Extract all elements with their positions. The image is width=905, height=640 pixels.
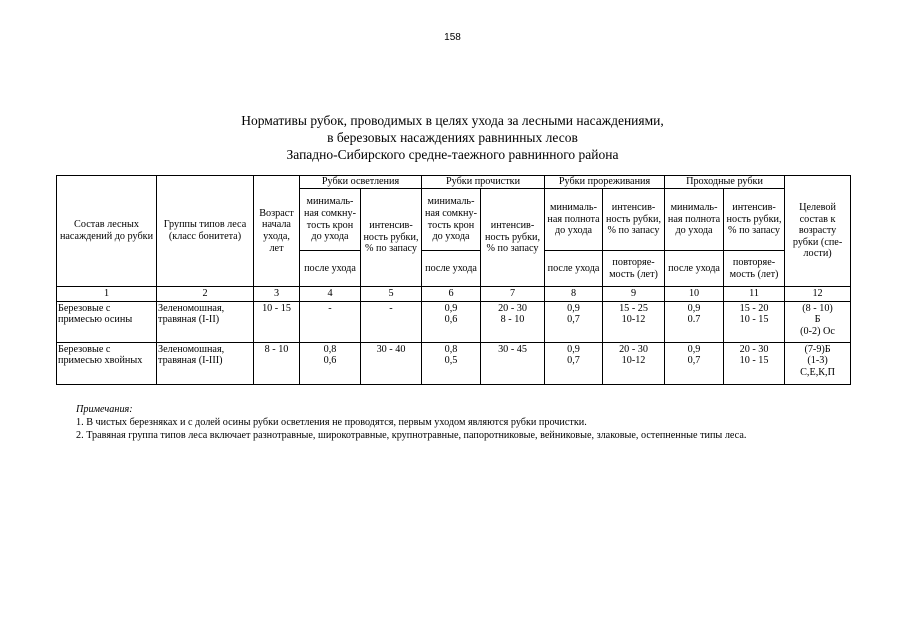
- cell-target: [785, 342, 851, 384]
- cell-clean-intensity: [481, 342, 545, 384]
- value-before: 0,9: [687, 343, 701, 355]
- cell-clean-intensity: [481, 301, 545, 342]
- header-thin-repeat: повторяе-мость (лет): [603, 251, 665, 287]
- value-repeat: 10-12: [621, 355, 646, 367]
- value-repeat: 8 - 10: [500, 314, 525, 326]
- page-number: 158: [444, 32, 461, 43]
- value-before: 0,9: [567, 302, 580, 314]
- header-target-composition: Целевой состав к возрасту рубки (спе-лости): [785, 176, 851, 287]
- title-line-2: в березовых насаждениях равнинных лесов: [327, 130, 578, 145]
- header-group-passing: Проходные рубки: [665, 176, 785, 189]
- value-target-1: (7-9)Б: [804, 343, 831, 355]
- value-after: 0,6: [444, 314, 458, 326]
- col-number: 2: [157, 287, 254, 302]
- header-light-min-closure: минималь-ная сомкну-тость крон до ухода: [300, 189, 361, 251]
- header-group-cleaning: Рубки прочистки: [422, 176, 545, 189]
- col-number: 10: [665, 287, 724, 302]
- value-after: 0,7: [687, 355, 701, 367]
- value-before: 0,8: [444, 343, 458, 355]
- table-row: [57, 301, 851, 342]
- col-number: 3: [254, 287, 300, 302]
- value-after: 0,7: [567, 355, 580, 367]
- cell-composition: Березовые с примесью осины: [57, 301, 157, 342]
- cell-light-closure: [300, 301, 361, 342]
- header-thin-min-density: минималь-ная полнота до ухода: [545, 189, 603, 251]
- value-before: 0,9: [687, 302, 701, 314]
- value-after: 0,6: [323, 355, 337, 367]
- header-light-intensity: интенсив-ность рубки, % по запасу: [361, 189, 422, 287]
- cell-forest-type: Зеленомошная, травяная (I-II): [157, 301, 254, 342]
- cell-clean-closure: [422, 342, 481, 384]
- document-title: [0, 112, 905, 163]
- value-before: -: [328, 302, 332, 314]
- value-intensity: 30 - 45: [498, 343, 527, 355]
- cell-thin-density: [545, 342, 603, 384]
- col-number: 6: [422, 287, 481, 302]
- header-forest-type: Группы типов леса (класс бонитета): [157, 176, 254, 287]
- header-thin-after: после ухода: [545, 251, 603, 287]
- header-pass-repeat: повторяе-мость (лет): [724, 251, 785, 287]
- value-target-1: (8 - 10): [802, 302, 833, 314]
- header-clean-after: после ухода: [422, 251, 481, 287]
- value-target-3: С,Е,К,П: [800, 366, 835, 378]
- col-number: 4: [300, 287, 361, 302]
- cell-age: 8 - 10: [254, 342, 300, 384]
- header-group-thinning: Рубки прореживания: [545, 176, 665, 189]
- note-1: 1. В чистых березняках и с долей осины рубки осветления не проводятся, первым уходом являются рубки прочистки.: [76, 417, 587, 428]
- column-numbers-row: [57, 287, 851, 302]
- value-after: 0.7: [687, 314, 701, 326]
- cell-light-closure: [300, 342, 361, 384]
- col-number: 11: [724, 287, 785, 302]
- header-thin-intensity: интенсив-ность рубки, % по запасу: [603, 189, 665, 251]
- value-target-3: (0-2) Ос: [800, 325, 835, 337]
- value-after: 0,5: [444, 355, 458, 367]
- value-intensity: 20 - 30: [498, 302, 527, 314]
- note-2: 2. Травяная группа типов леса включает разнотравные, широкотравные, крупнотравные, папоротниковые, вейниковые, злаковые, остепненные типы леса.: [76, 430, 747, 441]
- header-group-lightening: Рубки осветления: [300, 176, 422, 189]
- col-number: 5: [361, 287, 422, 302]
- cell-target: [785, 301, 851, 342]
- value-target-2: Б: [814, 314, 821, 326]
- notes-heading: Примечания:: [76, 404, 133, 415]
- value-before: 0,8: [323, 343, 337, 355]
- cell-thin-density: [545, 301, 603, 342]
- value-intensity: 15 - 25: [619, 302, 648, 314]
- header-clean-min-closure: минималь-ная сомкну-тость крон до ухода: [422, 189, 481, 251]
- value-before: 0,9: [444, 302, 458, 314]
- col-number: 12: [785, 287, 851, 302]
- cell-age: 10 - 15: [254, 301, 300, 342]
- col-number: 7: [481, 287, 545, 302]
- col-number: 8: [545, 287, 603, 302]
- col-number: 9: [603, 287, 665, 302]
- header-pass-after: после ухода: [665, 251, 724, 287]
- header-clean-intensity: интенсив-ность рубки, % по запасу: [481, 189, 545, 287]
- notes-section: [56, 403, 850, 442]
- header-pass-min-density: минималь-ная полнота до ухода: [665, 189, 724, 251]
- cell-thin-intensity: [603, 301, 665, 342]
- cell-pass-density: [665, 301, 724, 342]
- col-number: 1: [57, 287, 157, 302]
- title-line-3: Западно-Сибирского средне-таежного равнинного района: [286, 147, 619, 162]
- header-age: Возраст начала ухода, лет: [254, 176, 300, 287]
- value-repeat: 10 - 15: [739, 314, 769, 326]
- value-before: 0,9: [567, 343, 580, 355]
- header-composition: Состав лесных насаждений до рубки: [57, 176, 157, 287]
- value-repeat: 10-12: [621, 314, 646, 326]
- value-target-2: (1-3): [807, 355, 828, 367]
- cell-clean-closure: [422, 301, 481, 342]
- header-light-after: после ухода: [300, 251, 361, 287]
- cell-light-intensity: -: [361, 301, 422, 342]
- norms-table: [56, 175, 851, 385]
- cell-light-intensity: 30 - 40: [361, 342, 422, 384]
- cell-pass-intensity: [724, 342, 785, 384]
- value-after: 0,7: [567, 314, 580, 326]
- title-line-1: Нормативы рубок, проводимых в целях ухода за лесными насаждениями,: [241, 113, 664, 128]
- cell-forest-type: Зеленомошная, травяная (I-III): [157, 342, 254, 384]
- header-pass-intensity: интенсив-ность рубки, % по запасу: [724, 189, 785, 251]
- cell-pass-density: [665, 342, 724, 384]
- value-intensity: 20 - 30: [619, 343, 648, 355]
- cell-pass-intensity: [724, 301, 785, 342]
- value-intensity: 15 - 20: [739, 302, 769, 314]
- value-repeat: 10 - 15: [739, 355, 769, 367]
- value-intensity: 20 - 30: [739, 343, 769, 355]
- table-row: [57, 342, 851, 384]
- cell-thin-intensity: [603, 342, 665, 384]
- cell-composition: Березовые с примесью хвойных: [57, 342, 157, 384]
